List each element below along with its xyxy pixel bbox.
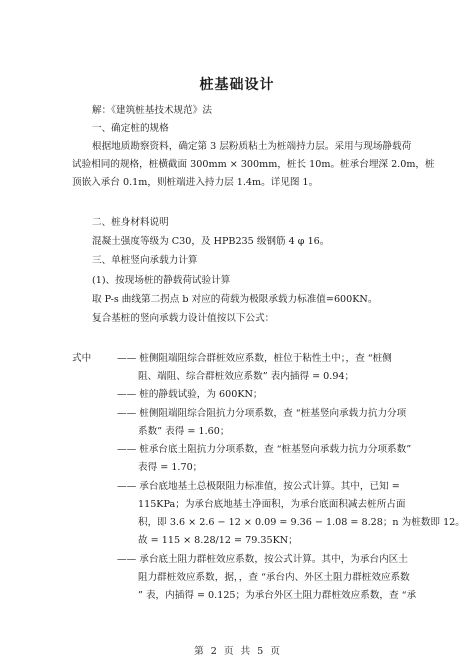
page-title: 桩基础设计: [199, 77, 275, 93]
section2-heading: 二、桩身材料说明: [92, 217, 169, 228]
definition-line: —— 承台底土阻力群桩效应系数，按公式计算。其中，为承台内区土: [117, 554, 408, 565]
definition-line: —— 桩侧阻端阻综合阻抗力分项系数，查 “桩基竖向承载力抗力分项: [117, 408, 407, 419]
formula-label: 式中: [72, 353, 92, 364]
section1-heading: 一、确定桩的规格: [92, 123, 169, 134]
definition-line: ” 表，内插得 = 0.125；为承台外区土阻力群桩效应系数，查 “承: [138, 590, 417, 601]
definition-line: 积，即 3.6 × 2.6 − 12 × 0.09 = 9.36 − 1.08 = 8.28；n 为桩数即 12。: [138, 517, 465, 528]
definition-line: 阻力群桩效应系数，据，，查 “承台内、外区土阻力群桩效应系数: [138, 572, 410, 583]
section3-subheading: (1)、按现场桩的静载荷试验计算: [92, 275, 231, 286]
section3-line: 复合基桩的竖向承载力设计值按以下公式：: [92, 313, 275, 324]
definition-line: 系数” 表得 = 1.60；: [138, 426, 230, 437]
definition-line: 表得 = 1.70；: [138, 462, 203, 473]
solution-intro: 解：《建筑桩基技术规范》法: [92, 105, 212, 116]
section3-heading: 三、单桩竖向承载力计算: [92, 255, 198, 266]
definition-line: —— 桩的静载试验，为 600KN；: [117, 389, 263, 400]
definition-line: —— 桩侧阻端阻综合群桩效应系数，桩位于粘性土中；，查 “桩侧: [117, 353, 392, 364]
section1-line: 根据地质勘察资料，确定第 3 层粉质粘土为桩端持力层。采用与现场静载荷: [92, 141, 412, 152]
page-footer: 第 2 页 共 5 页: [194, 646, 280, 657]
definition-line: 故 = 115 × 8.28/12 = 79.35KN；: [138, 535, 298, 546]
definition-line: —— 桩承台底土阻抗力分项系数，查 “桩基竖向承载力抗力分项系数”: [117, 444, 412, 455]
definition-line: 115KPa；为承台底地基土净面积，为承台底面积减去桩所占面: [138, 499, 406, 510]
definition-line: —— 承台底地基土总极限阻力标准值，按公式计算。其中，已知 =: [117, 481, 400, 492]
section1-line: 试验相同的规格，桩横截面 300mm × 300mm，桩长 10m。桩承台埋深 2.0m，桩: [72, 159, 435, 170]
section1-line: 顶嵌入承台 0.1m，则桩端进入持力层 1.4m。详见图 1。: [72, 177, 319, 188]
section3-line: 取 P-s 曲线第二拐点 b 对应的荷载为极限承载力标准值=600KN。: [92, 294, 378, 305]
definition-line: 阻、端阻、综合群桩效应系数” 表内插得 = 0.94；: [138, 371, 355, 382]
section2-line: 混凝土强度等级为 C30，及 HPB235 级钢筋 4 φ 16。: [92, 236, 330, 247]
